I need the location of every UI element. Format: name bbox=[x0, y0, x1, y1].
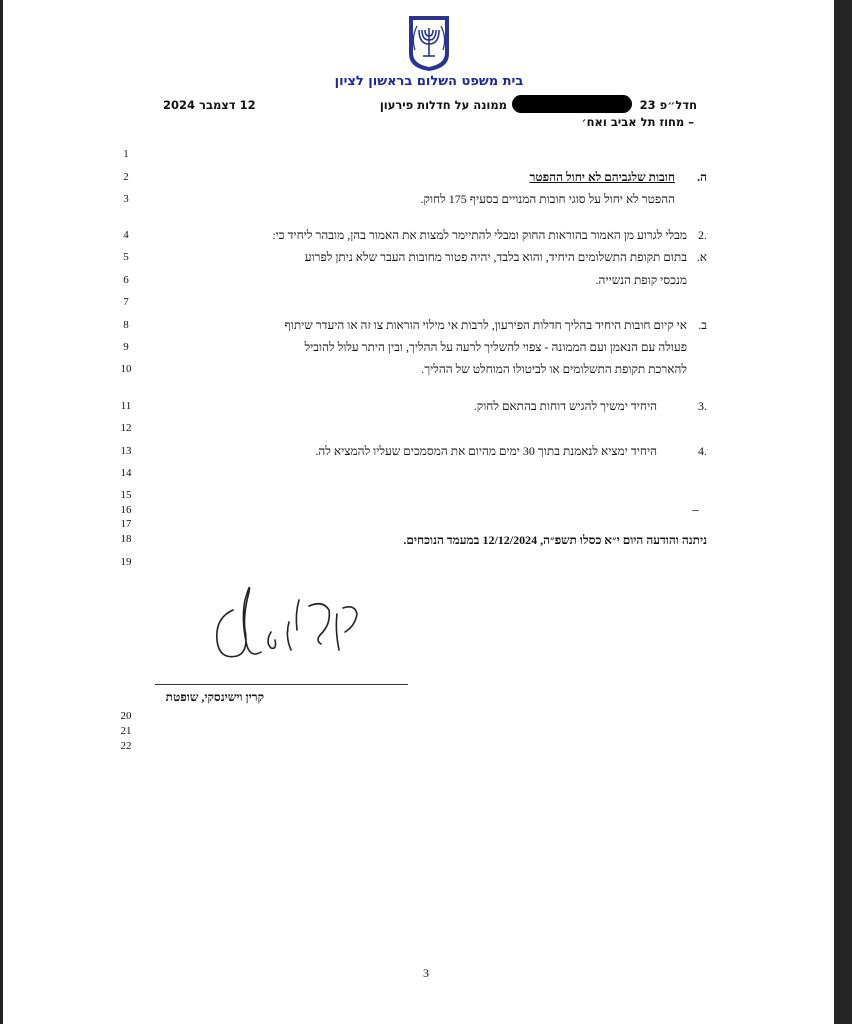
line-number: 20 bbox=[120, 710, 132, 722]
case-number: חדל״פ 23 bbox=[639, 98, 697, 112]
item-4-text: היחיד ימציא לנאמנת בתוך 30 ימים מהיום את המסמכים שעליו להמציא לה. bbox=[315, 444, 657, 458]
item-3-marker: .3 bbox=[698, 399, 707, 413]
section-h-marker: ה. bbox=[697, 170, 707, 184]
court-name: בית משפט השלום בראשון לציון bbox=[334, 74, 524, 89]
item-4-marker: .4 bbox=[698, 444, 707, 458]
item-2a-line: מנכסי קופת הנשייה. bbox=[595, 273, 687, 287]
signer-name: קרין וישינסקי, שופטת bbox=[165, 690, 264, 704]
viewer-left-edge bbox=[0, 0, 3, 1024]
item-2b-line: אי קיום חובות היחיד בהליך חדלות הפירעון, לרבות אי מילוי הוראות צו זה או היעדר שיתוף bbox=[284, 318, 687, 332]
viewer-right-edge bbox=[834, 0, 852, 1024]
line-number: 22 bbox=[120, 740, 132, 752]
line-number: 3 bbox=[123, 193, 129, 205]
item-2-text: מבלי לגרוע מן האמור בהוראות החוק ומבלי להתיימר למצות את האמור בהן, מובהר ליחיד כי: bbox=[272, 228, 687, 242]
dash-mark bbox=[692, 510, 699, 511]
line-number: 13 bbox=[120, 445, 132, 457]
case-subtitle: – מחוז תל אביב ואח׳ bbox=[581, 115, 694, 129]
signature-line bbox=[155, 684, 408, 685]
item-2a-line: בתום תקופת התשלומים היחיד, והוא בלבד, יהיה פטור מחובות העבר שלא ניתן לפרוע bbox=[304, 250, 687, 264]
line-number: 21 bbox=[120, 725, 132, 737]
line-number: 11 bbox=[120, 400, 132, 412]
line-number: 14 bbox=[120, 467, 132, 479]
line-number: 8 bbox=[123, 319, 129, 331]
line-number: 18 bbox=[120, 533, 132, 545]
line-number: 6 bbox=[123, 274, 129, 286]
item-2b-line: להארכת תקופת התשלומים או לביטולו המוחלט של ההליך. bbox=[421, 362, 687, 376]
line-number: 10 bbox=[120, 363, 132, 375]
line-number: 5 bbox=[123, 251, 129, 263]
line-number: 17 bbox=[120, 518, 132, 530]
state-emblem-icon bbox=[405, 14, 453, 72]
line-number: 9 bbox=[123, 341, 129, 353]
item-2a-marker: א. bbox=[696, 250, 707, 264]
line-number: 4 bbox=[123, 229, 129, 241]
section-h-title: חובות שלגביהם לא יחול ההפטר bbox=[529, 170, 675, 184]
page-number: 3 bbox=[423, 966, 429, 980]
decision-date: 12 דצמבר 2024 bbox=[163, 98, 256, 112]
item-2-marker: .2 bbox=[698, 228, 707, 242]
section-h-text: ההפטר לא יחול על סוגי חובות המנויים בסעיף 175 לחוק. bbox=[420, 192, 675, 206]
redaction-bar bbox=[512, 95, 632, 113]
item-3-text: היחיד ימשיך להגיש דוחות בהתאם לחוק. bbox=[473, 399, 657, 413]
line-number: 15 bbox=[120, 489, 132, 501]
handwritten-signature bbox=[205, 570, 365, 670]
line-number: 1 bbox=[123, 148, 129, 160]
line-number: 19 bbox=[120, 556, 132, 568]
given-statement: ניתנה והודעה היום י״א כסלו תשפ״ה, 12/12/2024 במעמד הנוכחים. bbox=[403, 533, 707, 547]
line-number: 2 bbox=[123, 171, 129, 183]
line-number: 12 bbox=[120, 422, 132, 434]
case-title: ממונה על חדלות פירעון bbox=[379, 98, 507, 112]
line-number: 7 bbox=[123, 296, 129, 308]
line-number: 16 bbox=[120, 504, 132, 516]
item-2b-line: פעולה עם הנאמן ועם הממונה - צפוי להשליך לרעה על ההליך, ובין היתר עלול להוביל bbox=[304, 340, 687, 354]
item-2b-marker: ב. bbox=[698, 318, 707, 332]
